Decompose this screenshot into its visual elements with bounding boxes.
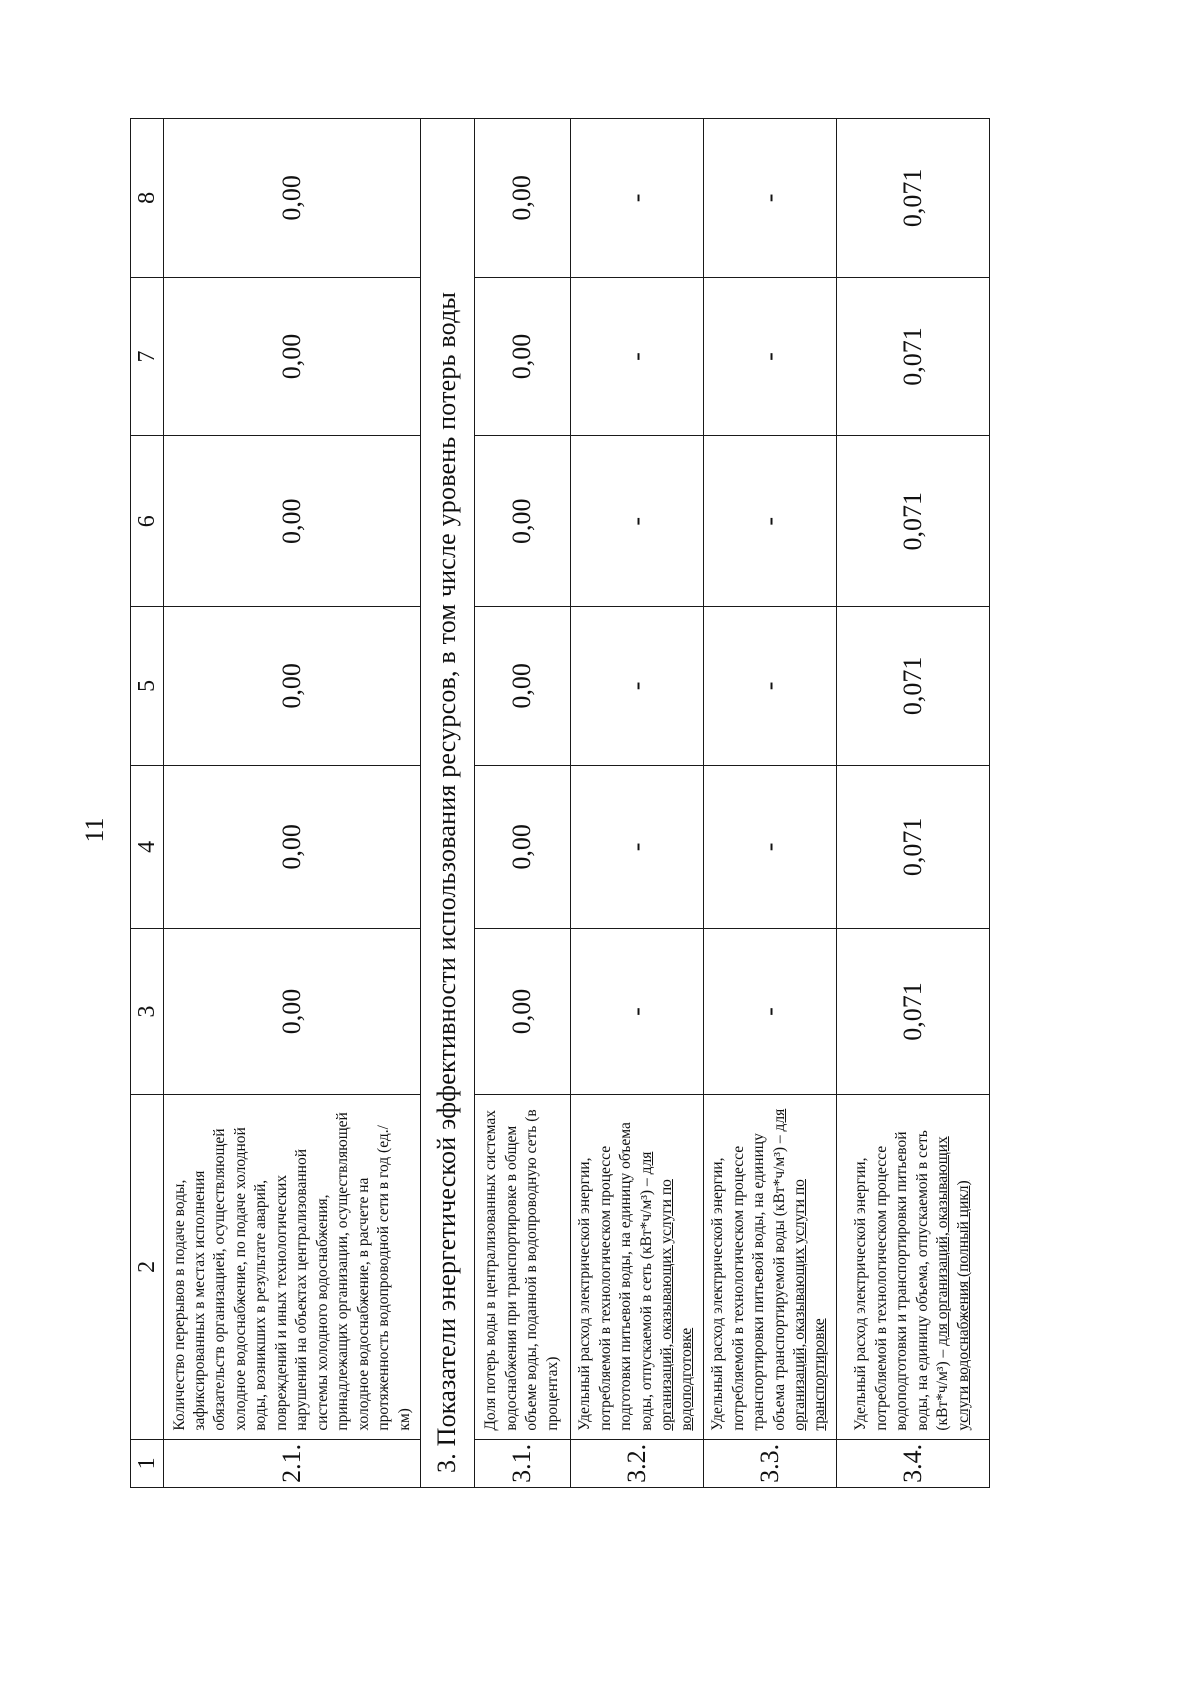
column-number: 2 xyxy=(131,1095,164,1440)
row-value: 0,00 xyxy=(164,277,421,436)
row-description-text: Удельный расход электрической энергии, потребляемой в технологическом процессе водоподготовки и транспортировки питьевой воды, на единицу объема, отпускаемой в сеть (кВт*ч/м³) – xyxy=(852,1130,952,1431)
column-number: 6 xyxy=(131,436,164,607)
row-description xyxy=(164,1095,421,1440)
row-value: - xyxy=(570,765,703,928)
row-value: - xyxy=(570,119,703,278)
row-number: 3.1. xyxy=(474,1439,570,1487)
row-value: - xyxy=(570,607,703,766)
row-value: 0,071 xyxy=(836,928,989,1094)
row-value: - xyxy=(570,277,703,436)
row-description-text: Доля потерь воды в централизованных системах водоснабжения при транспортировке в общем объеме воды, поданной в водопроводную сеть (в процентах) xyxy=(482,1109,561,1431)
row-value: 0,071 xyxy=(836,607,989,766)
row-value: - xyxy=(570,928,703,1094)
table-row xyxy=(474,119,570,1488)
row-value: 0,00 xyxy=(164,119,421,278)
row-value: 0,00 xyxy=(474,119,570,278)
row-value: - xyxy=(703,765,836,928)
column-number: 5 xyxy=(131,607,164,766)
row-number: 2.1. xyxy=(164,1439,421,1487)
column-number: 7 xyxy=(131,277,164,436)
column-number: 4 xyxy=(131,765,164,928)
row-number: 3.4. xyxy=(836,1439,989,1487)
row-description-text: Количество перерывов в подаче воды, зафиксированных в местах исполнения обязательств организацией, осуществляющей холодное водоснабжение, по подаче холодной воды, возникших в результате аварий, повреждений и иных технологических нарушений на объектах централизованной системы холодного водоснабжения, принадлежащих организации, осуществляющей холодное водоснабжение, в расчете на протяженность водопроводной сети в год (ед./км) xyxy=(170,1112,413,1431)
row-description xyxy=(836,1095,989,1440)
row-description-text: Удельный расход электрической энергии, потребляемой в технологическом процессе подготовки питьевой воды, на единицу объема воды, отпускаемой в сеть (кВт*ч/м³) – xyxy=(576,1122,655,1431)
row-value: 0,00 xyxy=(474,928,570,1094)
row-description xyxy=(474,1095,570,1440)
row-value: 0,00 xyxy=(164,436,421,607)
row-value: 0,00 xyxy=(474,607,570,766)
row-description-underlined: для организаций, оказывающих услуги по транспортировке xyxy=(770,1108,829,1431)
row-value: 0,071 xyxy=(836,436,989,607)
row-value: - xyxy=(703,436,836,607)
row-value: - xyxy=(703,277,836,436)
row-number: 3.3. xyxy=(703,1439,836,1487)
column-number: 8 xyxy=(131,119,164,278)
section-title: 3. Показатели энергетической эффективности использования ресурсов, в том числе уровень потерь воды xyxy=(421,119,475,1488)
row-value: 0,071 xyxy=(836,119,989,278)
column-number: 3 xyxy=(131,928,164,1094)
row-value: 0,00 xyxy=(164,765,421,928)
table-row xyxy=(570,119,703,1488)
row-value: - xyxy=(570,436,703,607)
row-value: - xyxy=(703,928,836,1094)
row-value: - xyxy=(703,119,836,278)
row-value: 0,00 xyxy=(474,765,570,928)
row-value: 0,00 xyxy=(474,436,570,607)
row-value: 0,00 xyxy=(474,277,570,436)
table-row xyxy=(703,119,836,1488)
section-header-row xyxy=(421,119,475,1488)
column-number-row xyxy=(131,119,164,1488)
indicators-table xyxy=(130,118,990,1488)
row-description xyxy=(570,1095,703,1440)
row-number: 3.2. xyxy=(570,1439,703,1487)
row-value: - xyxy=(703,607,836,766)
row-value: 0,071 xyxy=(836,277,989,436)
table-row xyxy=(836,119,989,1488)
table-row xyxy=(164,119,421,1488)
rotated-table-wrapper xyxy=(130,118,990,1488)
column-number: 1 xyxy=(131,1439,164,1487)
row-value: 0,00 xyxy=(164,607,421,766)
row-value: 0,071 xyxy=(836,765,989,928)
page-number: 11 xyxy=(80,817,109,843)
row-description-underlined: для организаций, оказывающих услуги водоснабжения (полный цикл) xyxy=(934,1136,972,1431)
row-value: 0,00 xyxy=(164,928,421,1094)
row-description xyxy=(703,1095,836,1440)
row-description-text: Удельный расход электрической энергии, потребляемой в технологическом процессе транспортировки питьевой воды, на единицу объема транспортируемой воды (кВт*ч/м³) – xyxy=(709,1131,788,1431)
row-description-underlined: для организаций, оказывающих услуги по водоподготовке xyxy=(637,1151,696,1431)
